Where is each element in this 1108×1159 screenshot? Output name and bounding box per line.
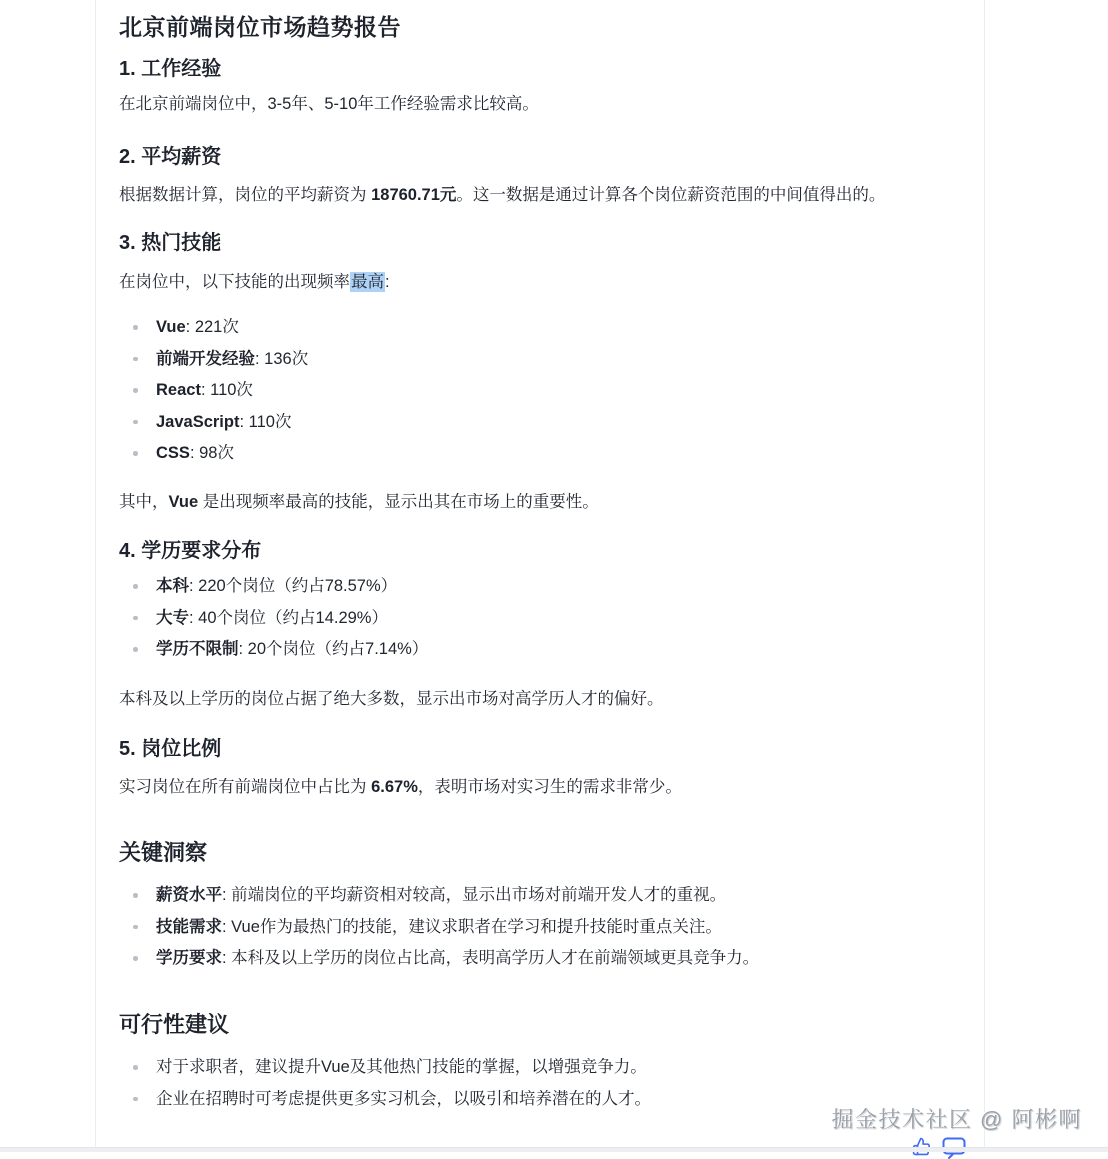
watermark: 掘金技术社区 @ 阿彬啊	[831, 1107, 1082, 1132]
skill-name: React	[156, 381, 201, 399]
section-3-intro-post: :	[385, 273, 390, 291]
report-title: 北京前端岗位市场趋势报告	[119, 14, 401, 40]
suggestion-text: 企业在招聘时可考虑提供更多实习机会，以吸引和培养潜在的人才。	[156, 1089, 651, 1108]
education-desc: : 40个岗位（约占14.29%）	[189, 608, 388, 627]
section-2-body-pre: 根据数据计算，岗位的平均薪资为	[119, 186, 372, 204]
insight-desc: : 本科及以上学历的岗位占比高，表明高学历人才在前端领域更具竞争力。	[222, 949, 760, 967]
section-1-heading: 1. 工作经验	[119, 58, 222, 80]
list-item	[119, 948, 918, 969]
section-3-intro-pre: 在岗位中，以下技能的出现频率	[119, 273, 350, 291]
skill-count: : 136次	[255, 349, 309, 368]
section-3-heading: 3. 热门技能	[119, 232, 222, 254]
section-4-summary: 本科及以上学历的岗位占据了绝大多数，显示出市场对高学历人才的偏好。	[119, 690, 664, 708]
section-5-body-pre: 实习岗位在所有前端岗位中占比为	[119, 778, 372, 796]
section-1-body: 在北京前端岗位中，3-5年、5-10年工作经验需求比较高。	[119, 95, 539, 113]
list-item	[119, 1057, 918, 1078]
education-name: 大专	[156, 608, 189, 627]
list-item	[119, 412, 918, 433]
section-3-intro	[119, 269, 918, 295]
section-3-summary-pre: 其中，	[119, 493, 169, 511]
selected-text-highlight: 最高	[351, 273, 384, 291]
skill-name: CSS	[156, 444, 190, 462]
bullet-icon	[133, 1097, 138, 1102]
insights-list	[119, 885, 918, 969]
intern-ratio-value: 6.67%	[371, 778, 418, 796]
skill-name: JavaScript	[156, 412, 240, 431]
insights-heading: 关键洞察	[119, 840, 208, 865]
report-panel	[95, 0, 985, 1152]
list-item	[119, 443, 918, 464]
skill-name: 前端开发经验	[156, 349, 255, 368]
list-item	[119, 1089, 918, 1110]
bullet-icon	[133, 647, 138, 652]
section-2-body	[119, 182, 918, 208]
list-item	[119, 380, 918, 401]
section-4-heading: 4. 学历要求分布	[119, 540, 262, 562]
insight-desc: : Vue作为最热门的技能，建议求职者在学习和提升技能时重点关注。	[222, 917, 722, 936]
list-item	[119, 639, 918, 660]
bullet-icon	[133, 925, 138, 930]
bullet-icon	[133, 1065, 138, 1070]
top-skill-name: Vue	[168, 493, 199, 511]
skill-count: : 98次	[189, 444, 234, 462]
skills-list	[119, 317, 918, 464]
bullet-icon	[133, 893, 138, 898]
skill-count: : 110次	[239, 412, 292, 431]
page-bottom-divider	[0, 1147, 1108, 1152]
list-item	[119, 885, 918, 906]
skill-name: Vue	[156, 318, 186, 336]
section-3-summary	[119, 489, 918, 515]
education-name: 本科	[156, 577, 189, 595]
suggestions-heading: 可行性建议	[119, 1012, 230, 1037]
insight-name: 学历要求	[156, 949, 222, 967]
list-item	[119, 576, 918, 597]
education-list	[119, 576, 918, 660]
section-3-summary-post: 是出现频率最高的技能，显示出其在市场上的重要性。	[198, 493, 599, 511]
average-salary-value: 18760.71元	[371, 186, 457, 204]
skill-count: : 221次	[185, 318, 239, 336]
list-item	[119, 917, 918, 938]
insight-name: 薪资水平	[156, 886, 222, 904]
insight-desc: : 前端岗位的平均薪资相对较高，显示出市场对前端开发人才的重视。	[222, 886, 727, 904]
list-item	[119, 317, 918, 338]
bullet-icon	[133, 616, 138, 621]
section-2-body-post: 。这一数据是通过计算各个岗位薪资范围的中间值得出的。	[456, 186, 886, 204]
list-item	[119, 349, 918, 370]
skill-count: : 110次	[200, 381, 253, 399]
bullet-icon	[133, 956, 138, 961]
education-name: 学历不限制	[156, 640, 239, 658]
section-5-heading: 5. 岗位比例	[119, 738, 222, 760]
bullet-icon	[133, 584, 138, 589]
bullet-icon	[133, 451, 138, 456]
section-2-heading: 2. 平均薪资	[119, 146, 222, 168]
bullet-icon	[133, 388, 138, 393]
suggestion-text: 对于求职者，建议提升Vue及其他热门技能的掌握，以增强竞争力。	[156, 1058, 647, 1076]
education-desc: : 220个岗位（约占78.57%）	[189, 577, 398, 595]
insight-name: 技能需求	[156, 917, 222, 936]
suggestions-list	[119, 1057, 918, 1110]
bullet-icon	[133, 357, 138, 362]
section-5-body-post: ，表明市场对实习生的需求非常少。	[417, 778, 682, 796]
bullet-icon	[133, 325, 138, 330]
section-5-body	[119, 774, 918, 800]
bullet-icon	[133, 420, 138, 425]
list-item	[119, 608, 918, 629]
education-desc: : 20个岗位（约占7.14%）	[238, 640, 429, 658]
